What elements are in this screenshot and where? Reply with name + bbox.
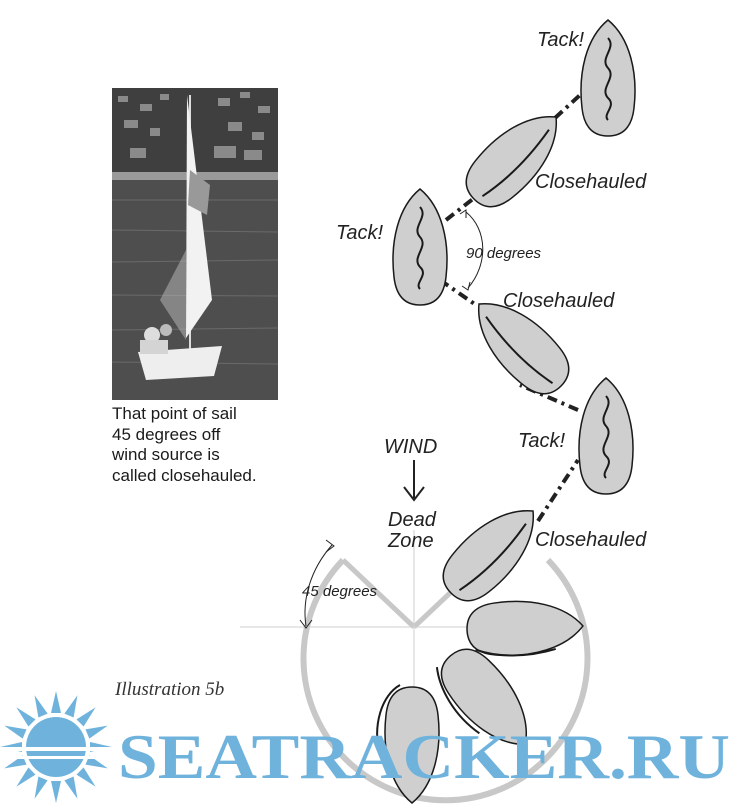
closehauled-label-3: Closehauled — [535, 529, 647, 551]
dead-zone-label-line2: Zone — [388, 530, 434, 552]
illustration-label: Illustration 5b — [115, 679, 225, 700]
tack-label-top: Tack! — [537, 29, 585, 51]
tack-boat-left — [393, 189, 447, 305]
caption-line: wind source is — [112, 445, 220, 464]
tack-boat-top — [581, 20, 635, 136]
photo-caption — [112, 404, 312, 486]
watermark-text: SEATRACKER.RU — [118, 721, 730, 792]
watermark-logo — [0, 668, 730, 808]
dead-zone-label-line1: Dead — [388, 509, 436, 531]
wind-arrow-icon — [404, 460, 424, 500]
closehauled-label-1: Closehauled — [535, 171, 647, 193]
caption-line: called closehauled. — [112, 465, 257, 485]
beam-reach-boat — [466, 599, 584, 657]
caption-line: That point of sail — [112, 404, 237, 423]
sailboat-photo — [112, 88, 278, 400]
closehauled-label-2: Closehauled — [503, 290, 615, 312]
forty-five-degrees-label: 45 degrees — [302, 583, 378, 600]
ninety-degrees-label: 90 degrees — [466, 245, 542, 262]
caption-line: 45 degrees off — [112, 424, 221, 444]
tack-label-mid: Tack! — [518, 430, 566, 452]
tack-boat-mid — [579, 378, 633, 494]
wind-label: WIND — [384, 436, 438, 458]
tack-label-left: Tack! — [336, 222, 384, 244]
